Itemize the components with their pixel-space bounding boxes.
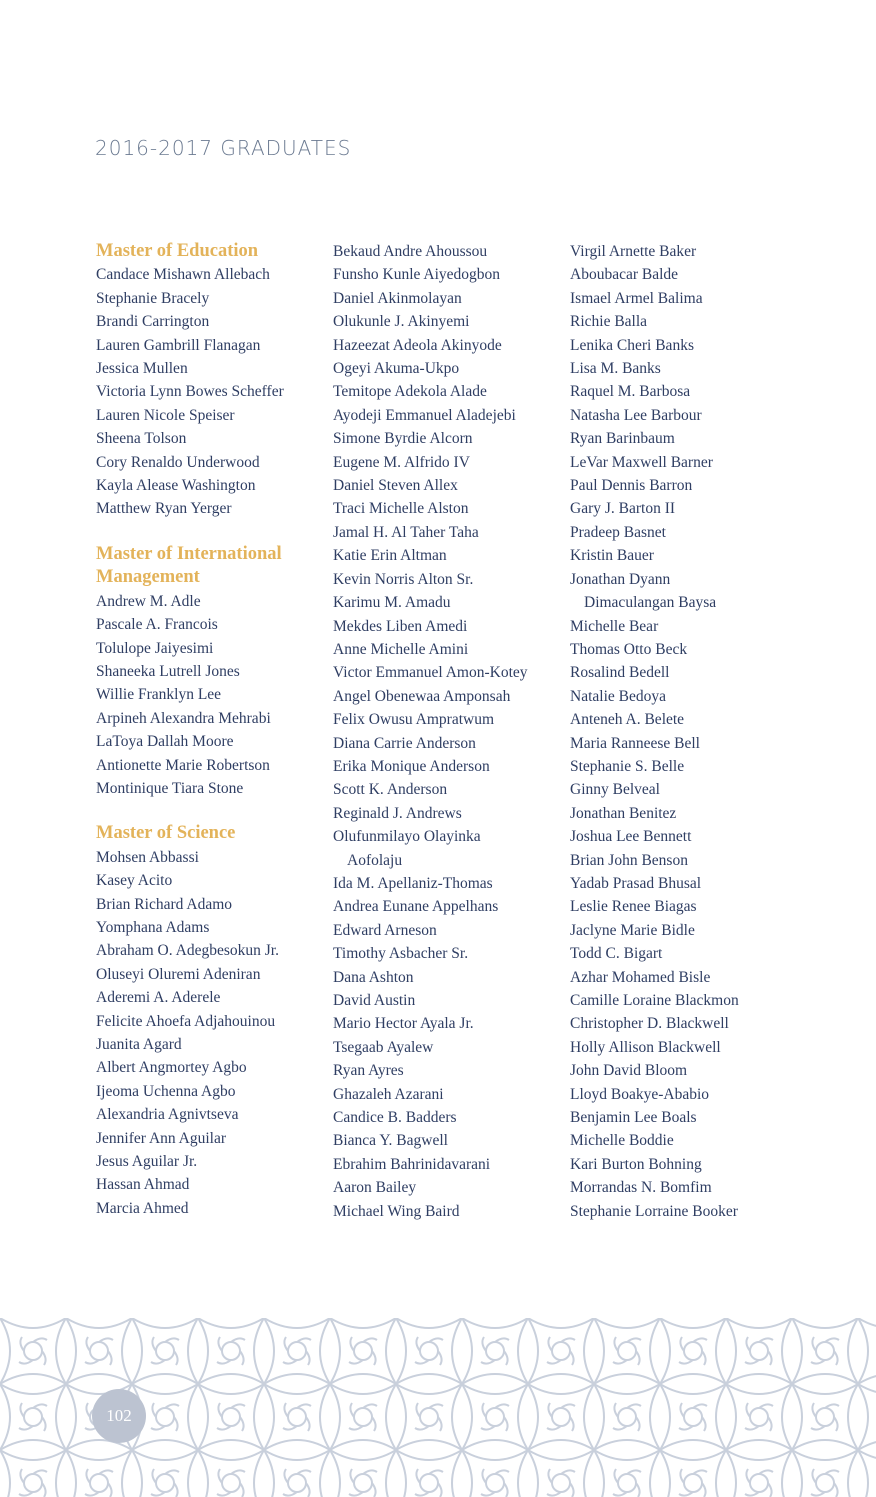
international-list <box>96 590 321 801</box>
graduate-name: Candace Mishawn Allebach <box>96 266 270 284</box>
graduate-name: Maria Ranneese Bell <box>570 734 700 752</box>
graduate-name: Jaclyne Marie Bidle <box>570 921 695 939</box>
graduate-name: Benjamin Lee Boals <box>570 1109 697 1127</box>
graduate-name: Lauren Nicole Speiser <box>96 406 235 424</box>
graduate-name: Jamal H. Al Taher Taha <box>333 523 479 541</box>
graduate-name: Jennifer Ann Aguilar <box>96 1129 227 1147</box>
graduate-name: Paul Dennis Barron <box>570 477 693 495</box>
graduate-name: Arpineh Alexandra Mehrabi <box>96 709 271 727</box>
graduate-name: Ginny Belveal <box>570 781 660 799</box>
graduate-name: Aboubacar Balde <box>570 266 679 284</box>
graduate-name: Daniel Akinmolayan <box>333 289 462 307</box>
graduate-name: Joshua Lee Bennett <box>570 828 692 846</box>
graduate-name: Jesus Aguilar Jr. <box>96 1153 198 1171</box>
graduate-name: John David Bloom <box>570 1062 688 1080</box>
graduate-name: Jonathan Dyann <box>570 570 671 588</box>
graduate-name: Ghazaleh Azarani <box>333 1085 444 1103</box>
graduate-name: Marcia Ahmed <box>96 1199 189 1217</box>
column-3-list <box>570 240 820 1223</box>
graduate-name: Ismael Armel Balima <box>570 289 703 307</box>
section-heading-science: Master of Science <box>96 823 236 844</box>
graduate-name: Michelle Bear <box>570 617 659 635</box>
graduate-name: Kasey Acito <box>96 872 173 890</box>
graduate-name: Rosalind Bedell <box>570 664 670 682</box>
graduate-name: Antionette Marie Robertson <box>96 756 270 774</box>
graduate-name: Ayodeji Emmanuel Aladejebi <box>333 406 516 424</box>
graduate-name: Katie Erin Altman <box>333 547 447 565</box>
graduate-name: Andrea Eunane Appelhans <box>333 898 499 916</box>
section-heading-international-line2: Management <box>96 567 200 588</box>
graduate-name: Scott K. Anderson <box>333 781 448 799</box>
graduate-name: Yadab Prasad Bhusal <box>570 874 702 892</box>
graduate-name: Kayla Alease Washington <box>96 477 256 495</box>
graduate-name: Aaron Bailey <box>333 1179 417 1197</box>
graduate-name: Anteneh A. Belete <box>570 711 685 729</box>
page-number: 102 <box>92 1389 146 1443</box>
graduate-name: Kari Burton Bohning <box>570 1155 702 1173</box>
graduate-name: Pradeep Basnet <box>570 523 666 541</box>
graduate-name: Willie Franklyn Lee <box>96 686 222 704</box>
graduate-name: Kevin Norris Alton Sr. <box>333 570 474 588</box>
graduate-name: Erika Monique Anderson <box>333 757 490 775</box>
graduate-name: Shaneeka Lutrell Jones <box>96 662 240 680</box>
page-title: 2016-2017 GRADUATES <box>95 136 352 160</box>
graduate-name: Olufunmilayo Olayinka <box>333 828 481 846</box>
graduate-name: Ogeyi Akuma-Ukpo <box>333 360 460 378</box>
graduate-name: Montinique Tiara Stone <box>96 779 244 797</box>
graduate-name: Juanita Agard <box>96 1036 182 1053</box>
graduate-name: Mario Hector Ayala Jr. <box>333 1015 474 1033</box>
graduate-name: Daniel Steven Allex <box>333 477 458 495</box>
graduate-name: Abraham O. Adegbesokun Jr. <box>96 942 279 960</box>
graduate-name: Angel Obenewaa Amponsah <box>333 687 511 705</box>
graduate-name: Lenika Cheri Banks <box>570 336 694 354</box>
graduate-name: Todd C. Bigart <box>570 945 663 963</box>
graduate-name: Brian Richard Adamo <box>96 895 233 913</box>
graduate-name: Yomphana Adams <box>96 918 210 936</box>
graduate-name: Brian John Benson <box>570 851 688 869</box>
graduate-name: Bianca Y. Bagwell <box>333 1132 448 1150</box>
graduate-name: Ryan Barinbaum <box>570 430 675 448</box>
graduate-name: Michelle Boddie <box>570 1132 674 1150</box>
graduate-name: Olukunle J. Akinyemi <box>333 313 470 331</box>
graduate-name: Virgil Arnette Baker <box>570 243 697 260</box>
graduate-name: Temitope Adekola Alade <box>333 383 487 401</box>
graduate-name: Edward Arneson <box>333 921 437 939</box>
graduate-name: Christopher D. Blackwell <box>570 1015 729 1033</box>
graduate-name: Pascale A. Francois <box>96 616 218 634</box>
science-list <box>96 846 321 1221</box>
graduate-name: Holly Allison Blackwell <box>570 1038 721 1056</box>
graduate-name: Traci Michelle Alston <box>333 500 469 518</box>
graduate-name: Tolulope Jaiyesimi <box>96 639 214 657</box>
graduate-name: Morrandas N. Bomfim <box>570 1179 712 1197</box>
education-list <box>96 263 321 520</box>
graduate-name: Lisa M. Banks <box>570 360 661 378</box>
graduate-name: Bekaud Andre Ahoussou <box>333 243 488 260</box>
graduate-name: Jonathan Benitez <box>570 804 677 822</box>
graduate-name: Camille Loraine Blackmon <box>570 992 739 1009</box>
graduate-name: Diana Carrie Anderson <box>333 734 476 752</box>
graduate-name: Lloyd Boakye-Ababio <box>570 1085 710 1103</box>
graduate-name: Felix Owusu Ampratwum <box>333 711 495 729</box>
graduate-name: Simone Byrdie Alcorn <box>333 430 473 448</box>
graduate-name: Jessica Mullen <box>96 360 188 378</box>
graduate-name: Tsegaab Ayalew <box>333 1038 434 1056</box>
graduate-name: Ijeoma Uchenna Agbo <box>96 1082 236 1100</box>
graduate-name: David Austin <box>333 992 416 1009</box>
graduate-name: Richie Balla <box>570 313 648 331</box>
graduate-name: Karimu M. Amadu <box>333 594 451 612</box>
graduate-name: Hazeezat Adeola Akinyode <box>333 336 502 354</box>
graduate-name: Aofolaju <box>347 851 403 869</box>
graduate-name: Lauren Gambrill Flanagan <box>96 336 261 354</box>
graduate-name: Stephanie S. Belle <box>570 757 685 775</box>
graduate-name: Alexandria Agnivtseva <box>96 1106 239 1124</box>
graduate-name: Ida M. Apellaniz-Thomas <box>333 874 493 892</box>
graduate-name: Natasha Lee Barbour <box>570 406 702 424</box>
column-2 <box>333 240 563 1223</box>
graduate-name: Funsho Kunle Aiyedogbon <box>333 266 501 284</box>
graduate-name: Reginald J. Andrews <box>333 804 462 822</box>
graduate-name: Victoria Lynn Bowes Scheffer <box>96 383 284 401</box>
graduate-name: Candice B. Badders <box>333 1109 457 1127</box>
graduate-name: Dimaculangan Baysa <box>584 594 717 612</box>
graduate-name: Andrew M. Adle <box>96 592 201 610</box>
graduate-name: LaToya Dallah Moore <box>96 733 234 751</box>
section-heading-education: Master of Education <box>96 241 259 261</box>
graduate-name: Albert Angmortey Agbo <box>96 1059 247 1077</box>
graduate-name: LeVar Maxwell Barner <box>570 453 713 471</box>
graduate-name: Anne Michelle Amini <box>333 640 469 658</box>
column-3 <box>570 240 820 1223</box>
graduate-name: Thomas Otto Beck <box>570 640 688 658</box>
graduate-name: Dana Ashton <box>333 968 414 986</box>
graduate-name: Victor Emmanuel Amon-Kotey <box>333 664 528 682</box>
graduate-name: Natalie Bedoya <box>570 687 666 705</box>
section-heading-international: Master of International <box>96 543 282 564</box>
graduate-name: Mekdes Liben Amedi <box>333 617 468 635</box>
graduate-name: Cory Renaldo Underwood <box>96 453 260 471</box>
graduate-name: Stephanie Lorraine Booker <box>570 1202 738 1220</box>
column-1 <box>96 240 321 1220</box>
graduate-name: Hassan Ahmad <box>96 1176 190 1194</box>
graduate-name: Sheena Tolson <box>96 430 187 448</box>
graduate-name: Eugene M. Alfrido IV <box>333 453 470 471</box>
graduate-name: Brandi Carrington <box>96 313 210 331</box>
graduate-name: Timothy Asbacher Sr. <box>333 945 469 963</box>
column-2-list <box>333 240 563 1223</box>
graduate-name: Aderemi A. Aderele <box>96 989 221 1007</box>
graduate-name: Ebrahim Bahrinidavarani <box>333 1155 491 1173</box>
graduate-name: Stephanie Bracely <box>96 289 210 307</box>
graduate-name: Ryan Ayres <box>333 1062 404 1080</box>
graduate-name: Gary J. Barton II <box>570 500 676 518</box>
graduate-name: Kristin Bauer <box>570 547 654 565</box>
graduate-name: Matthew Ryan Yerger <box>96 500 232 518</box>
graduate-name: Michael Wing Baird <box>333 1202 460 1220</box>
graduate-name: Leslie Renee Biagas <box>570 898 697 916</box>
graduate-name: Oluseyi Oluremi Adeniran <box>96 965 261 983</box>
graduate-name: Azhar Mohamed Bisle <box>570 968 711 986</box>
graduate-name: Mohsen Abbassi <box>96 848 199 866</box>
graduate-name: Felicite Ahoefa Adjahouinou <box>96 1012 276 1030</box>
graduate-name: Raquel M. Barbosa <box>570 383 691 401</box>
